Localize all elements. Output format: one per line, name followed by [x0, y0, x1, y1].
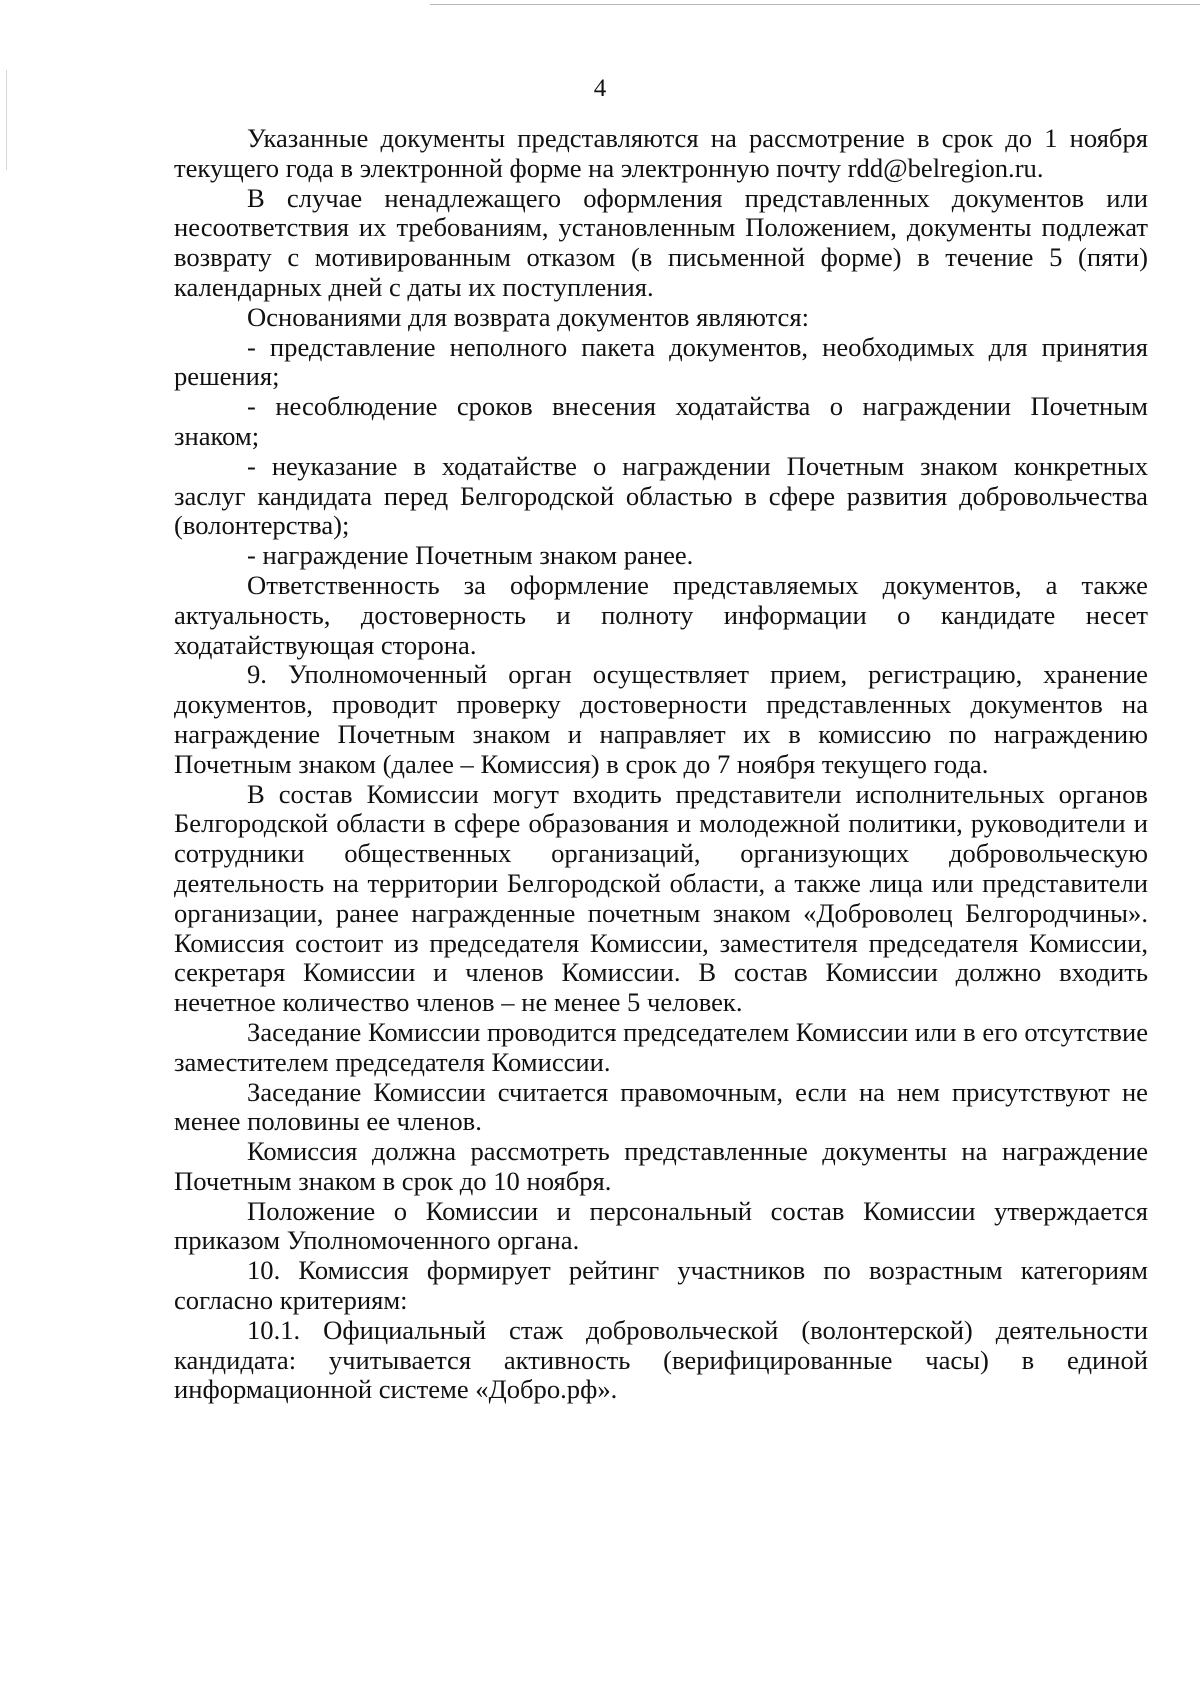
scan-top-edge-line [430, 4, 1200, 5]
list-item-incomplete-package: - представление неполного пакета документов, необходимых для принятия решения; [174, 331, 1148, 392]
paragraph-commission-composition: В состав Комиссии могут входить представители исполнительных органов Белгородской области в сфере образования и молодежной политики, руководители и сотрудники общественных организаций, организующих добровольческую деятельность на территории Белгородской области, а также лица или представители организации, ранее награжденные почетным знаком «Доброволец Белгородчины». Комиссия состоит из председателя Комиссии, заместителя председателя Комиссии, секретаря Комиссии и членов Комиссии. В состав Комиссии должно входить нечетное количество членов – не менее 5 человек. [174, 778, 1148, 1018]
paragraph-responsibility: Ответственность за оформление представляемых документов, а также актуальность, достоверность и полноту информации о кандидате несет ходатайствующая сторона. [174, 569, 1148, 660]
paragraph-meeting-chair: Заседание Комиссии проводится председателем Комиссии или в его отсутствие заместителем председателя Комиссии. [174, 1016, 1148, 1077]
paragraph-improper-documents: В случае ненадлежащего оформления представленных документов или несоответствия их требованиям, установленным Положением, документы подлежат возврату с мотивированным отказом (в письменной форме) в течение 5 (пяти) календарных дней с даты их поступления. [174, 182, 1148, 302]
paragraph-item-10-1: 10.1. Официальный стаж добровольческой (волонтерской) деятельности кандидата: учитывается активность (верифицированные часы) в единой информационной системе «Добро.рф». [174, 1314, 1148, 1405]
paragraph-item-10: 10. Комиссия формирует рейтинг участников по возрастным категориям согласно критериям: [174, 1255, 1148, 1316]
paragraph-item-9: 9. Уполномоченный орган осуществляет прием, регистрацию, хранение документов, проводит проверку достоверности представленных документов на награждение Почетным знаком и направляет их в комиссию по награждению Почетным знаком (далее – Комиссия) в срок до 7 ноября текущего года. [174, 659, 1148, 779]
list-item-previously-awarded: - награждение Почетным знаком ранее. [247, 540, 694, 571]
page-number: 4 [593, 75, 607, 102]
paragraph-quorum: Заседание Комиссии считается правомочным, если на нем присутствуют не менее половины ее членов. [174, 1076, 1148, 1137]
list-item-no-merits-stated: - неуказание в ходатайстве о награждении Почетным знаком конкретных заслуг кандидата перед Белгородской областью в сфере развития добровольчества (волонтерства); [174, 450, 1148, 541]
paragraph-review-deadline: Комиссия должна рассмотреть представленные документы на награждение Почетным знаком в срок до 10 ноября. [174, 1136, 1148, 1196]
paragraph-commission-regulation: Положение о Комиссии и персональный состав Комиссии утверждается приказом Уполномоченного органа. [174, 1195, 1148, 1256]
paragraph-return-grounds-intro: Основаниями для возврата документов являются: [247, 301, 809, 332]
paragraph-submission-deadline: Указанные документы представляются на рассмотрение в срок до 1 ноября текущего года в электронной форме на электронную почту rdd@belregion.ru. [174, 123, 1148, 183]
list-item-missed-deadline: - несоблюдение сроков внесения ходатайства о награждении Почетным знаком; [174, 391, 1148, 451]
document-body [174, 124, 1148, 1405]
